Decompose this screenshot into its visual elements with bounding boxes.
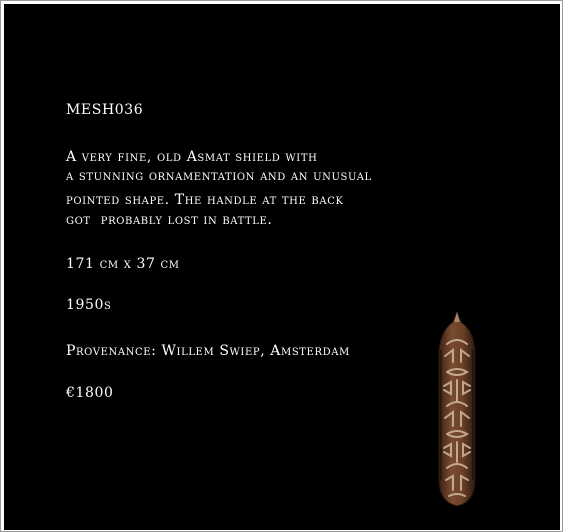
date: 1950s — [66, 297, 112, 313]
asmat-shield-photo — [429, 310, 485, 510]
description-line-3: pointed shape. The handle at the back — [66, 192, 344, 208]
description-line-2: a stunning ornamentation and an unusual — [66, 168, 372, 184]
provenance: Provenance: Willem Swiep, Amsterdam — [66, 343, 350, 359]
price: €1800 — [66, 385, 114, 401]
description-line-1: A very fine, old Asmat shield with — [66, 149, 318, 165]
black-panel — [4, 4, 560, 530]
item-code: MESH036 — [66, 102, 144, 118]
dimensions: 171 cm x 37 cm — [66, 256, 180, 272]
description-line-4: got probably lost in battle. — [66, 212, 273, 228]
shield-icon — [429, 310, 485, 510]
